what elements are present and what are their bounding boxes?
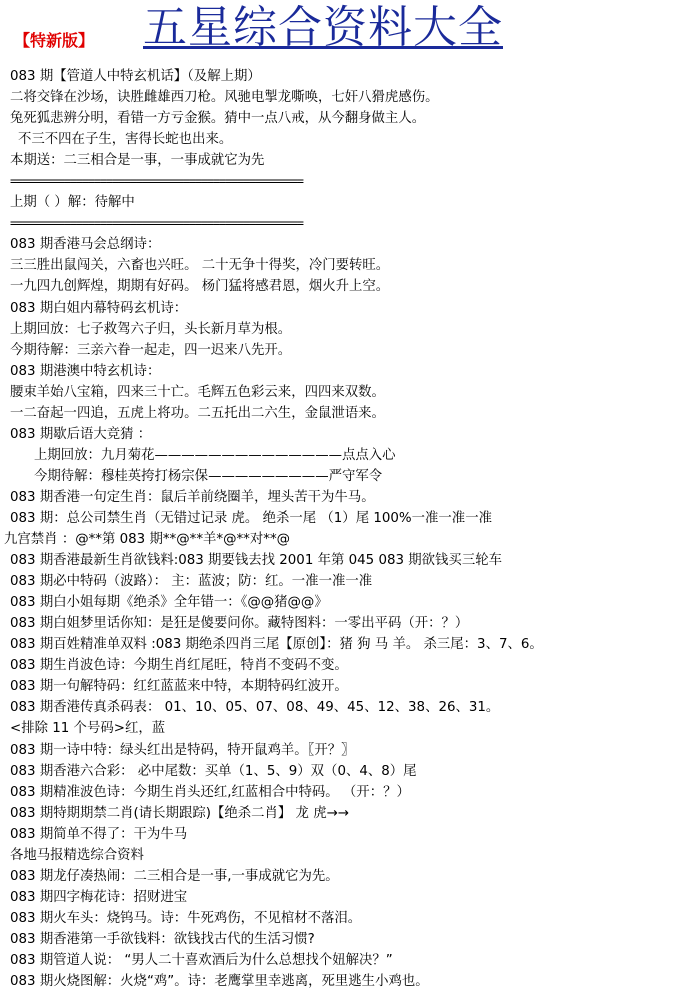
text-line: 083 期火车头：烧钨马。诗：牛死鸡伤，不见棺材不落泪。 <box>10 910 362 926</box>
text-line: 083 期一句解特码：红红蓝蓝来中特，本期特码红波开。 <box>10 679 348 695</box>
text-line: 083 期龙仔凑热闹：二三相合是一事,一事成就它为先。 <box>10 868 339 884</box>
document-body <box>0 66 679 992</box>
text-line: 上期回放：九月菊花——————————————点点入心 <box>34 447 396 463</box>
text-line: 083 期火烧图解：火烧“鸡”。诗：老鹰掌里幸逃离，死里逃生小鸡也。 <box>10 974 429 990</box>
text-line: 083 期香港一句定生肖：鼠后羊前绕圈羊，埋头苦干为牛马。 <box>10 489 375 505</box>
text-line: 一九四九创辉煌，期期有好码。 杨门猛将感君恩，烟火升上空。 <box>10 279 390 295</box>
text-line: 上期（ ）解：待解中 <box>10 195 135 211</box>
text-line: 083 期白姐梦里话你知：是狂是傻要问你。藏特图料：一零出平码（开：？） <box>10 616 469 632</box>
text-line: 083 期一诗中特：绿头红出是特码，特开鼠鸡羊。〖开？〗 <box>10 742 355 758</box>
text-line: 083 期管道人说： “男人二十喜欢酒后为什么总想找个妞解决？” <box>10 952 393 968</box>
text-line: 各地马报精选综合资料 <box>10 847 144 863</box>
page-title: 五星综合资料大全 <box>143 2 503 53</box>
text-line: 083 期香港马会总纲诗： <box>10 237 161 253</box>
text-line: 083 期简单不得了：干为牛马 <box>10 826 188 842</box>
text-line: 083 期四字梅花诗：招财进宝 <box>10 889 188 905</box>
text-line: 083 期香港最新生肖欲钱料:083 期要钱去找 2001 年第 045 083 期欲钱买三轮车 <box>10 553 502 569</box>
text-line: 九宫禁肖 ：@**第 083 期**@**羊*@**对**@ <box>4 532 291 548</box>
text-line: 083 期港澳中特玄机诗： <box>10 363 161 379</box>
text-line: 083 期香港传真杀码表： 01、10、05、07、08、49、45、12、38、26、31。 <box>10 700 500 716</box>
text-line: 083 期必中特码（波路）： 主：蓝波；防：红。一准一准一准 <box>10 574 373 590</box>
text-line: 083 期特期期禁二肖(请长期跟踪)【绝杀二肖】 龙 虎→→ <box>10 805 350 821</box>
text-line: 三三胜出鼠闯关，六畜也兴旺。 二十无争十得奖，冷门要转旺。 <box>10 258 390 274</box>
separator-line: ================================================= <box>10 216 303 231</box>
text-line: 本期送：二三相合是一事，一事成就它为先 <box>10 153 265 169</box>
text-line: 今期待解：穆桂英挎打杨宗保—————————严守军令 <box>34 468 383 484</box>
text-line: 083 期生肖波色诗：今期生肖红尾旺，特肖不变码不变。 <box>10 658 348 674</box>
edition-badge: 【特新版】 <box>14 31 95 50</box>
text-line: 083 期：总公司禁生肖（无错过记录 虎。 绝杀一尾 （1）尾 100%一准一准一准 <box>10 510 492 526</box>
text-line: 上期回放：七子救驾六子归，头长新月草为根。 <box>10 321 292 337</box>
text-line: 腰束羊始八宝箱，四来三十亡。毛辉五色彩云来，四四来双数。 <box>10 384 385 400</box>
separator-line: ================================================= <box>10 174 303 189</box>
text-line: 083 期香港六合彩： 必中尾数：买单（1、5、9）双（0、4、8）尾 <box>10 763 417 779</box>
text-line: 一二奋起一四追，五虎上将功。二五托出二六生，金鼠泄语来。 <box>10 405 385 421</box>
page-header <box>0 0 679 60</box>
text-line: 二将交锋在沙场，诀胜雌雄西刀枪。风驰电掣龙嘶唤，七奸八猾虎感伤。 <box>10 90 439 106</box>
text-line: 083 期【管道人中特玄机话】（及解上期） <box>10 69 261 84</box>
text-line: 083 期香港第一手欲钱料：欲钱找古代的生活习惯? <box>10 931 315 947</box>
text-line: 不三不四在子生，害得长蛇也出来。 <box>18 132 233 148</box>
text-line: 083 期百姓精准单双料 :083 期绝杀四肖三尾【原创】：猪 狗 马 羊。 杀三尾：3、7、6。 <box>10 637 543 653</box>
text-line: 083 期白姐内幕特码玄机诗： <box>10 300 188 316</box>
text-line: 兔死狐悲辨分明，看错一方亏金猴。猜中一点八戒，从今翻身做主人。 <box>10 111 426 127</box>
text-line: 083 期精准波色诗：今期生肖头还红,红蓝相合中特码。 （开：？） <box>10 784 410 800</box>
text-line: 083 期白小姐每期《绝杀》全年错一：《@@猪@@》 <box>10 595 328 611</box>
text-line: 今期待解：三亲六眷一起走，四一迟来八先开。 <box>10 342 292 358</box>
text-line: <排除 11 个号码>红，蓝 <box>10 721 166 737</box>
text-line: 083 期歇后语大竞猜 ： <box>10 426 152 442</box>
